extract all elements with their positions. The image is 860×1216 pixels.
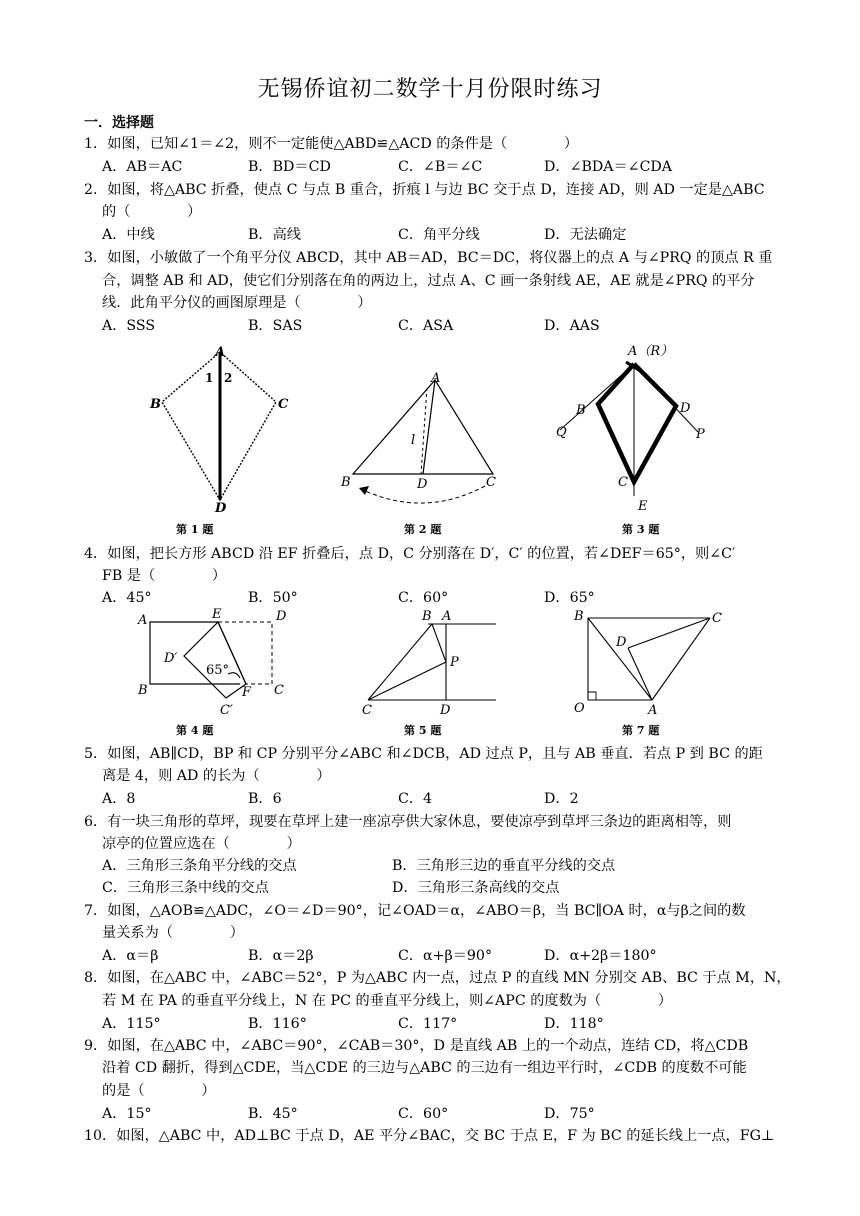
q7-stem-line1: 7．如图，△AOB≌△ADC，∠O＝∠D＝90°，记∠OAD＝α，∠ABO＝β，当 BC∥OA 时，α与β之间的数 — [84, 903, 746, 919]
q8-stem-line2: 若 M 在 PA 的垂直平分线上，N 在 PC 的垂直平分线上，则∠APC 的度数为（ ） — [102, 993, 673, 1009]
q1-option-b: B．BD＝CD — [248, 159, 331, 175]
q4-option-c: C．60° — [398, 590, 449, 606]
q3-option-c: C．ASA — [398, 318, 454, 334]
fig2-label-c: C — [486, 475, 496, 490]
fig2-label-b: B — [341, 475, 351, 490]
fig5-label-b: B — [422, 609, 432, 624]
fig4-label-cprime: C′ — [220, 703, 233, 718]
fig4-label-d: D — [276, 609, 287, 624]
q6-stem-line2: 凉亭的位置应选在（ ） — [102, 836, 301, 852]
figure-2-triangle — [335, 368, 510, 513]
fig2-label-l: l — [411, 433, 416, 448]
q3-option-d: D．AAS — [544, 318, 600, 334]
q7-option-a: A．α＝β — [102, 948, 159, 964]
q9-stem-line2: 沿着 CD 翻折，得到△CDE，当△CDE 的三边与△ABC 的三边有一组边平行时，∠CDB 的度数不可能 — [102, 1060, 747, 1076]
fig1-label-d: D — [215, 501, 227, 516]
fig4-label-b: B — [138, 683, 148, 698]
fig3-label-q: Q — [556, 425, 567, 440]
q5-option-b: B．6 — [248, 791, 282, 807]
segment-cp — [368, 662, 446, 700]
figure-7-congruent — [566, 604, 736, 719]
tool-frame — [598, 364, 676, 482]
q5-option-a: A．8 — [102, 791, 136, 807]
q2-option-c: C．角平分线 — [398, 227, 480, 243]
fig4-label-c: C — [274, 683, 284, 698]
triangle-abc — [353, 380, 493, 474]
q3-stem-line2: 合，调整 AB 和 AD，使它们分别落在角的两边上，过点 A、C 画一条射线 AE，AE 就是∠PRQ 的平分 — [102, 273, 755, 289]
q9-stem-line1: 9．如图，在△ABC 中，∠ABC＝90°，∠CAB＝30°，D 是直线 AB 上的一个动点，连结 CD，将△CDB — [84, 1038, 749, 1054]
fig5-label-a: A — [442, 609, 452, 624]
q2-stem-line2: 的（ ） — [102, 204, 202, 220]
fig3-label-d: D — [680, 401, 691, 416]
q3-stem-line3: 线．此角平分仪的画图原理是（ ） — [102, 295, 372, 311]
fig3-label-e: E — [638, 499, 648, 514]
page-title: 无锡侨谊初二数学十月份限时练习 — [257, 77, 603, 102]
fig5-label-c: C — [362, 703, 372, 718]
fig3-label-c: C — [618, 475, 628, 490]
q1-option-c: C．∠B＝∠C — [398, 159, 483, 175]
figure-5-parallel — [350, 604, 510, 719]
fig7-label-c: C — [712, 611, 722, 626]
figure-3-bisector-tool — [548, 340, 718, 518]
q4-stem-line1: 4．如图，把长方形 ABCD 沿 EF 折叠后，点 D，C 分别落在 D′，C′ 的位置，若∠DEF＝65°，则∠C′ — [84, 546, 736, 562]
angle-arc — [228, 673, 240, 678]
figure-1-kite — [140, 340, 300, 518]
fig1-label-a: A — [215, 345, 226, 360]
segment-cd — [628, 618, 710, 648]
folded-quad — [184, 622, 246, 698]
q9-stem-line3: 的是（ ） — [102, 1083, 216, 1099]
q3-stem-line1: 3．如图，小敏做了一个角平分仪 ABCD，其中 AB＝AD，BC＝DC，将仪器上的点 A 与∠PRQ 的顶点 R 重 — [84, 250, 773, 266]
section-heading: 一．选择题 — [84, 115, 154, 131]
fig1-caption: 第 1 题 — [176, 523, 214, 536]
right-angle-o — [588, 692, 596, 700]
q5-stem-line2: 离是 4，则 AD 的长为（ ） — [102, 768, 331, 784]
fig7-caption: 第 7 题 — [622, 724, 660, 737]
fig1-label-angle1: 1 — [205, 371, 214, 385]
fig7-label-a: A — [648, 703, 658, 718]
q1-stem: 1．如图，已知∠1＝∠2，则不一定能使△ABD≌△ACD 的条件是（ ） — [84, 136, 579, 152]
q5-stem-line1: 5．如图，AB∥CD，BP 和 CP 分别平分∠ABC 和∠DCB，AD 过点 P，且与 AB 垂直．若点 P 到 BC 的距 — [84, 746, 763, 762]
q7-stem-line2: 量关系为（ ） — [102, 925, 244, 941]
q10-stem-line1: 10．如图，△ABC 中，AD⊥BC 于点 D，AE 平分∠BAC，交 BC 于点 E，F 为 BC 的延长线上一点，FG⊥ — [84, 1128, 775, 1144]
fig7-label-b: B — [574, 609, 584, 624]
fig4-label-a: A — [138, 613, 148, 628]
fig1-label-angle2: 2 — [224, 371, 233, 385]
fig2-caption: 第 2 题 — [404, 523, 442, 536]
fig2-label-d: D — [417, 477, 428, 492]
fig4-label-f: F — [242, 685, 252, 700]
q2-option-b: B．高线 — [248, 227, 301, 243]
segment-bp — [432, 624, 446, 662]
fig1-label-c: C — [278, 397, 289, 412]
q7-option-c: C．α+β＝90° — [398, 948, 493, 964]
segment-ad — [423, 380, 435, 474]
q8-stem-line1: 8．如图，在△ABC 中，∠ABC＝52°，P 为△ABC 内一点，过点 P 的直线 MN 分别交 AB、BC 于点 M，N， — [84, 970, 791, 986]
fig3-label-p: P — [696, 427, 705, 442]
q3-option-a: A．SSS — [102, 318, 156, 334]
fig3-label-ar: A（R） — [628, 344, 674, 359]
q5-option-c: C．4 — [398, 791, 433, 807]
figure-4-fold — [128, 604, 298, 719]
q4-stem-line2: FB 是（ ） — [102, 568, 227, 584]
arc-arrowhead — [359, 486, 369, 495]
q8-option-d: D．118° — [544, 1016, 604, 1032]
fig3-label-b: B — [576, 403, 586, 418]
fig4-label-e: E — [212, 607, 222, 622]
q3-option-b: B．SAS — [248, 318, 303, 334]
q6-option-b: B．三角形三边的垂直平分线的交点 — [392, 858, 616, 874]
q1-option-d: D．∠BDA＝∠CDA — [544, 159, 673, 175]
fig5-label-d: D — [440, 703, 451, 718]
q2-option-a: A．中线 — [102, 227, 155, 243]
q6-option-a: A．三角形三条角平分线的交点 — [102, 858, 297, 874]
q4-option-d: D．65° — [544, 590, 595, 606]
q8-option-c: C．117° — [398, 1016, 458, 1032]
segment-ba — [588, 618, 652, 700]
fig4-label-angle: 65° — [206, 663, 230, 678]
fig5-caption: 第 5 题 — [404, 724, 442, 737]
fig5-label-p: P — [450, 655, 459, 670]
fig3-caption: 第 3 题 — [622, 523, 660, 536]
q1-option-a: A．AB＝AC — [102, 159, 183, 175]
q9-option-d: D．75° — [544, 1106, 595, 1122]
segment-ca — [652, 618, 710, 700]
q6-option-c: C．三角形三条中线的交点 — [102, 880, 269, 896]
q9-option-c: C．60° — [398, 1106, 449, 1122]
fig4-caption: 第 4 题 — [176, 724, 214, 737]
q6-stem-line1: 6．有一块三角形的草坪，现要在草坪上建一座凉亭供大家休息，要使凉亭到草坪三条边的距离相等，则 — [84, 814, 732, 830]
q5-option-d: D．2 — [544, 791, 579, 807]
q7-option-d: D．α+2β＝180° — [544, 948, 657, 964]
fig4-label-dprime: D′ — [164, 651, 178, 666]
fig7-label-d: D — [616, 635, 627, 650]
q4-option-b: B．50° — [248, 590, 298, 606]
fold-line-l — [421, 388, 427, 474]
fig1-label-b: B — [150, 397, 161, 412]
q7-option-b: B．α＝2β — [248, 948, 314, 964]
segment-bc — [368, 624, 432, 700]
q6-option-d: D．三角形三条高线的交点 — [392, 880, 560, 896]
q2-option-d: D．无法确定 — [544, 227, 627, 243]
fig7-label-o: O — [574, 701, 585, 716]
q8-option-b: B．116° — [248, 1016, 307, 1032]
q2-stem-line1: 2．如图，将△ABC 折叠，使点 C 与点 B 重合，折痕 l 与边 BC 交于点 D，连接 AD，则 AD 一定是△ABC — [84, 182, 765, 198]
q9-option-b: B．45° — [248, 1106, 298, 1122]
fig2-label-a: A — [431, 371, 441, 386]
q4-option-a: A．45° — [102, 590, 152, 606]
q9-option-a: A．15° — [102, 1106, 152, 1122]
q8-option-a: A．115° — [102, 1016, 161, 1032]
